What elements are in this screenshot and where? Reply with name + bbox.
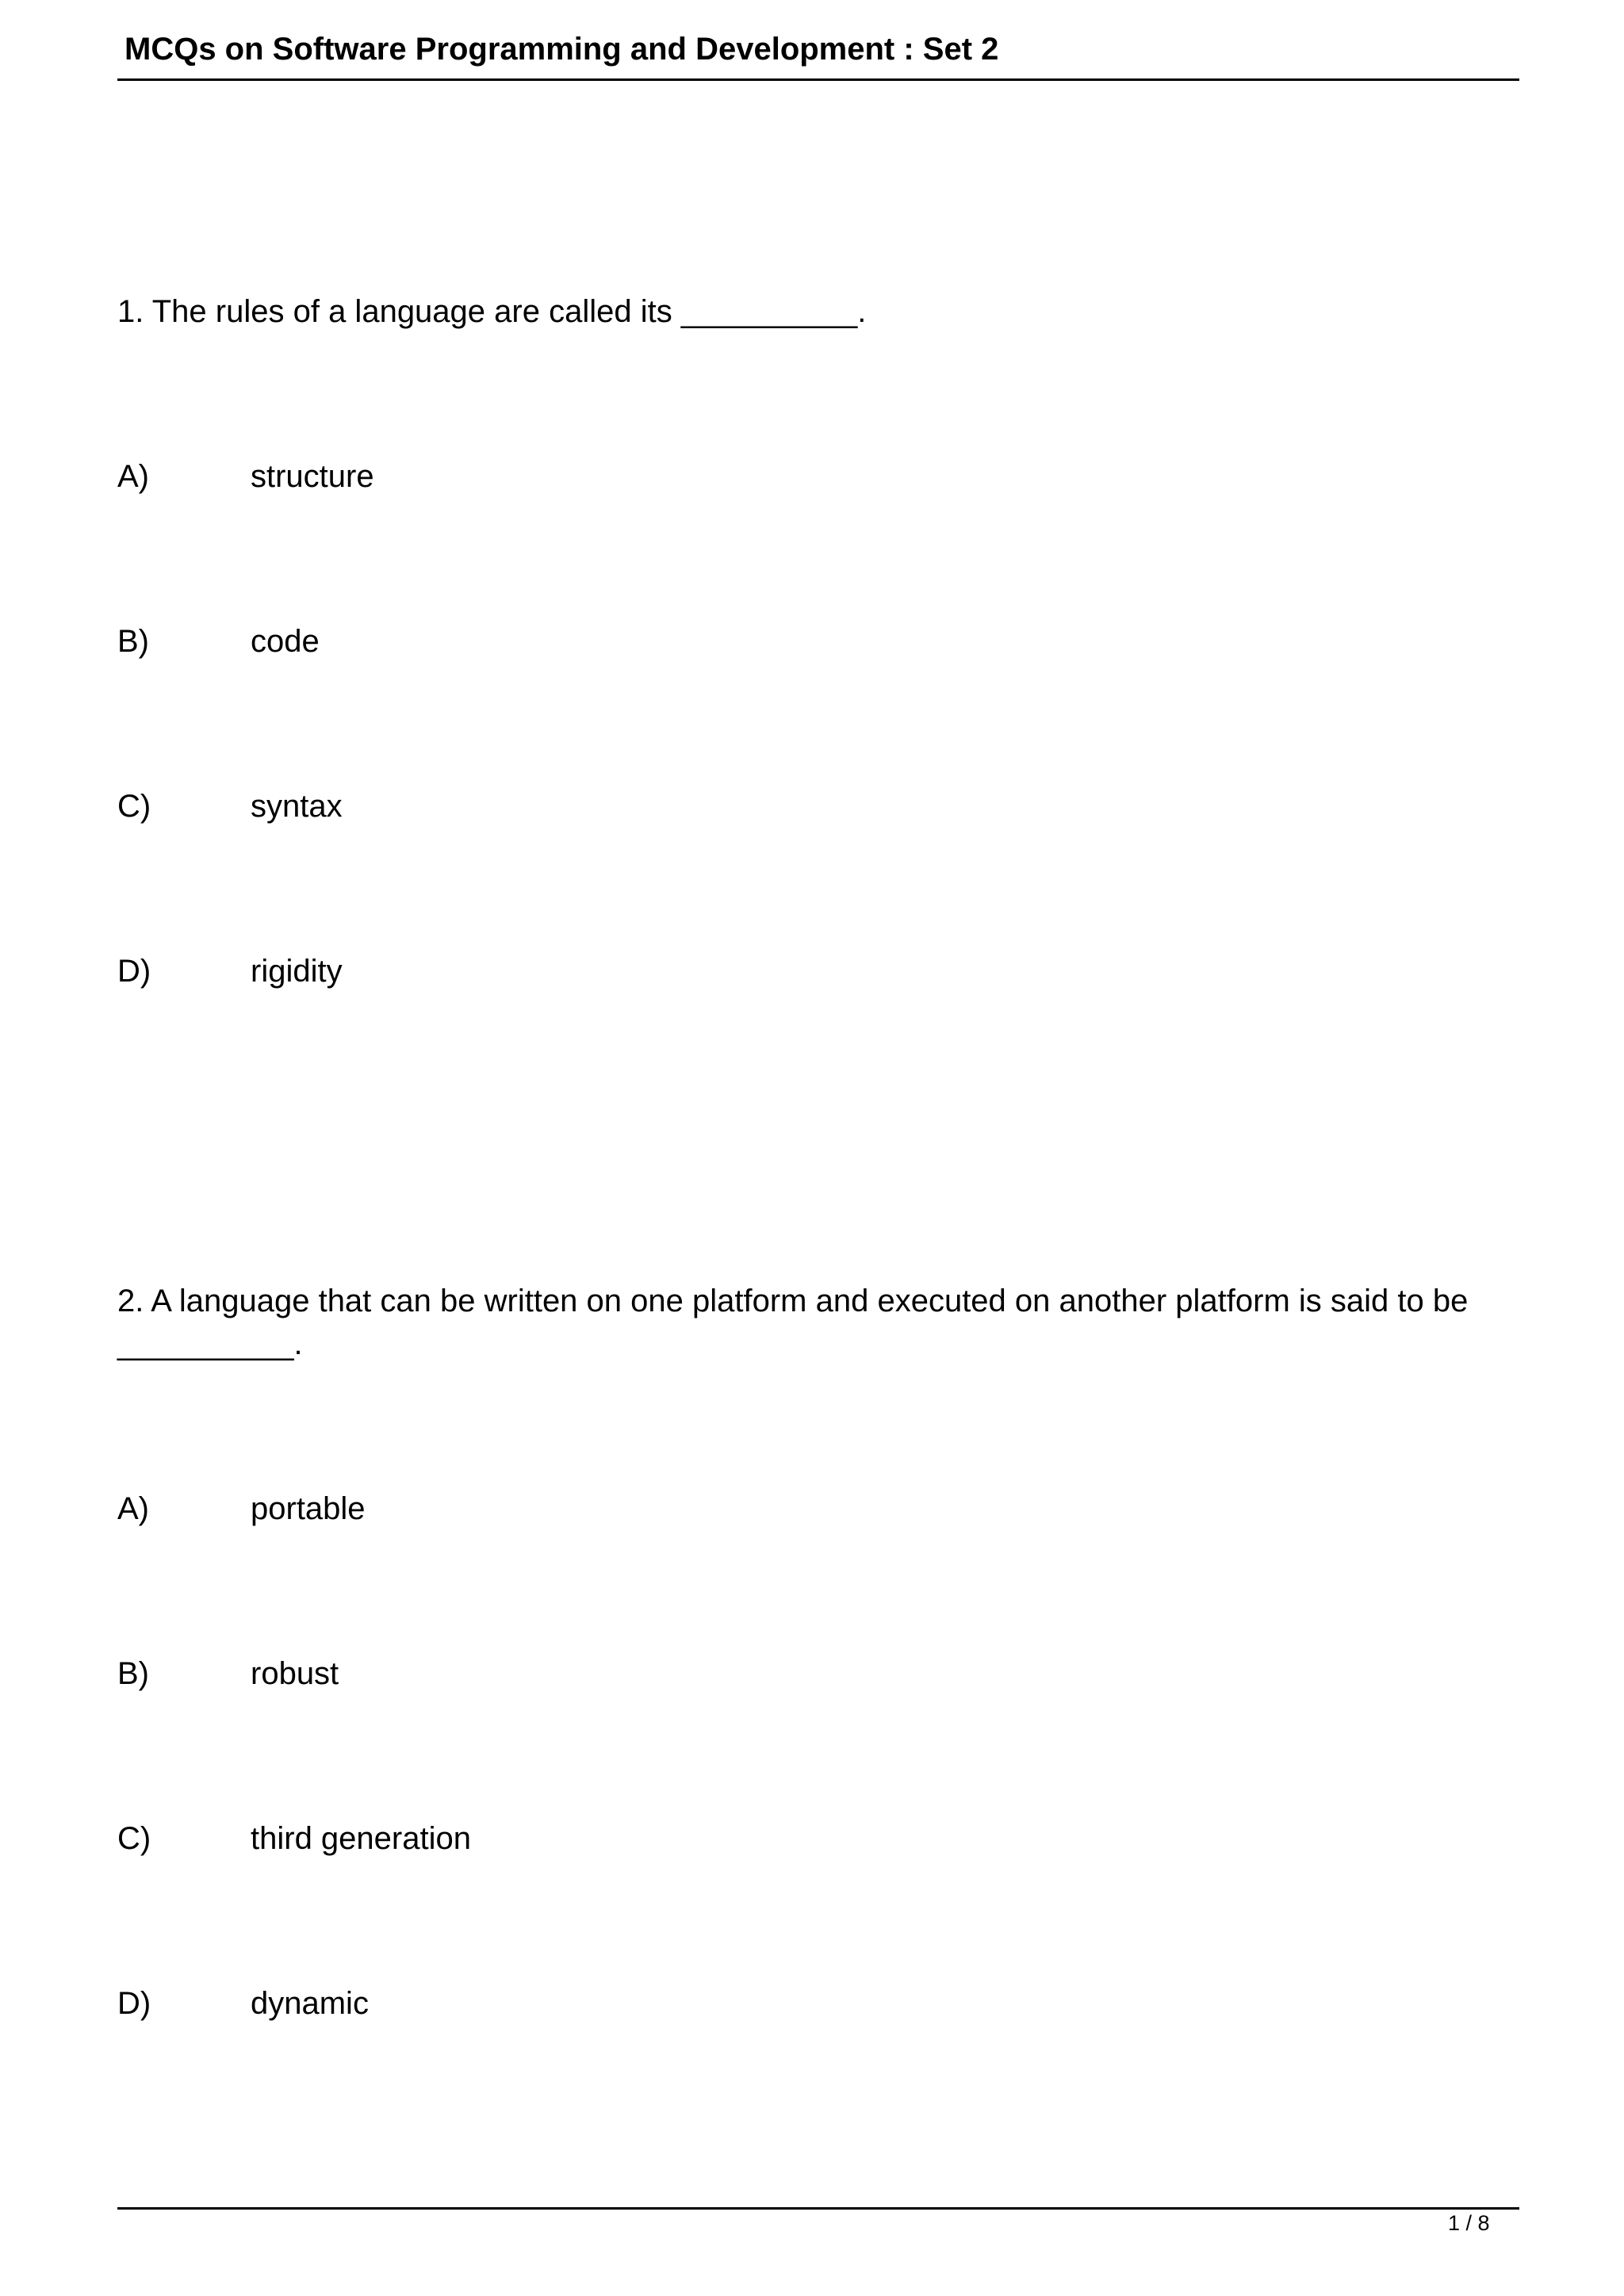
question-2-option-d — [117, 1982, 369, 2025]
header-divider — [117, 78, 1519, 81]
question-2-option-b — [117, 1652, 339, 1695]
option-text: third generation — [251, 1821, 471, 1856]
question-2-option-c — [117, 1817, 471, 1860]
footer-divider — [117, 2207, 1519, 2210]
option-text: structure — [251, 459, 374, 494]
option-letter: A) — [117, 459, 149, 494]
question-1-text: 1. The rules of a language are called its __________. — [117, 294, 867, 329]
page-header-title: MCQs on Software Programming and Development : Set 2 — [124, 32, 999, 67]
option-letter: C) — [117, 789, 151, 824]
option-letter: B) — [117, 624, 149, 659]
question-2-option-a — [117, 1487, 366, 1530]
question-1-option-c — [117, 785, 343, 828]
option-text: syntax — [251, 789, 343, 824]
option-letter: D) — [117, 954, 151, 989]
option-text: code — [251, 624, 320, 659]
option-text: robust — [251, 1656, 339, 1691]
question-1-option-d — [117, 950, 343, 993]
question-1-option-b — [117, 620, 320, 663]
option-letter: A) — [117, 1491, 149, 1526]
question-1-option-a — [117, 455, 374, 498]
page-number: 1 / 8 — [1448, 2211, 1490, 2235]
option-text: portable — [251, 1491, 366, 1526]
option-letter: B) — [117, 1656, 149, 1691]
option-letter: C) — [117, 1821, 151, 1856]
question-2-text: 2. A language that can be written on one platform and executed on another platform is said to be __________. — [117, 1284, 1469, 1361]
option-text: dynamic — [251, 1986, 369, 2021]
option-letter: D) — [117, 1986, 151, 2021]
option-text: rigidity — [251, 954, 343, 989]
